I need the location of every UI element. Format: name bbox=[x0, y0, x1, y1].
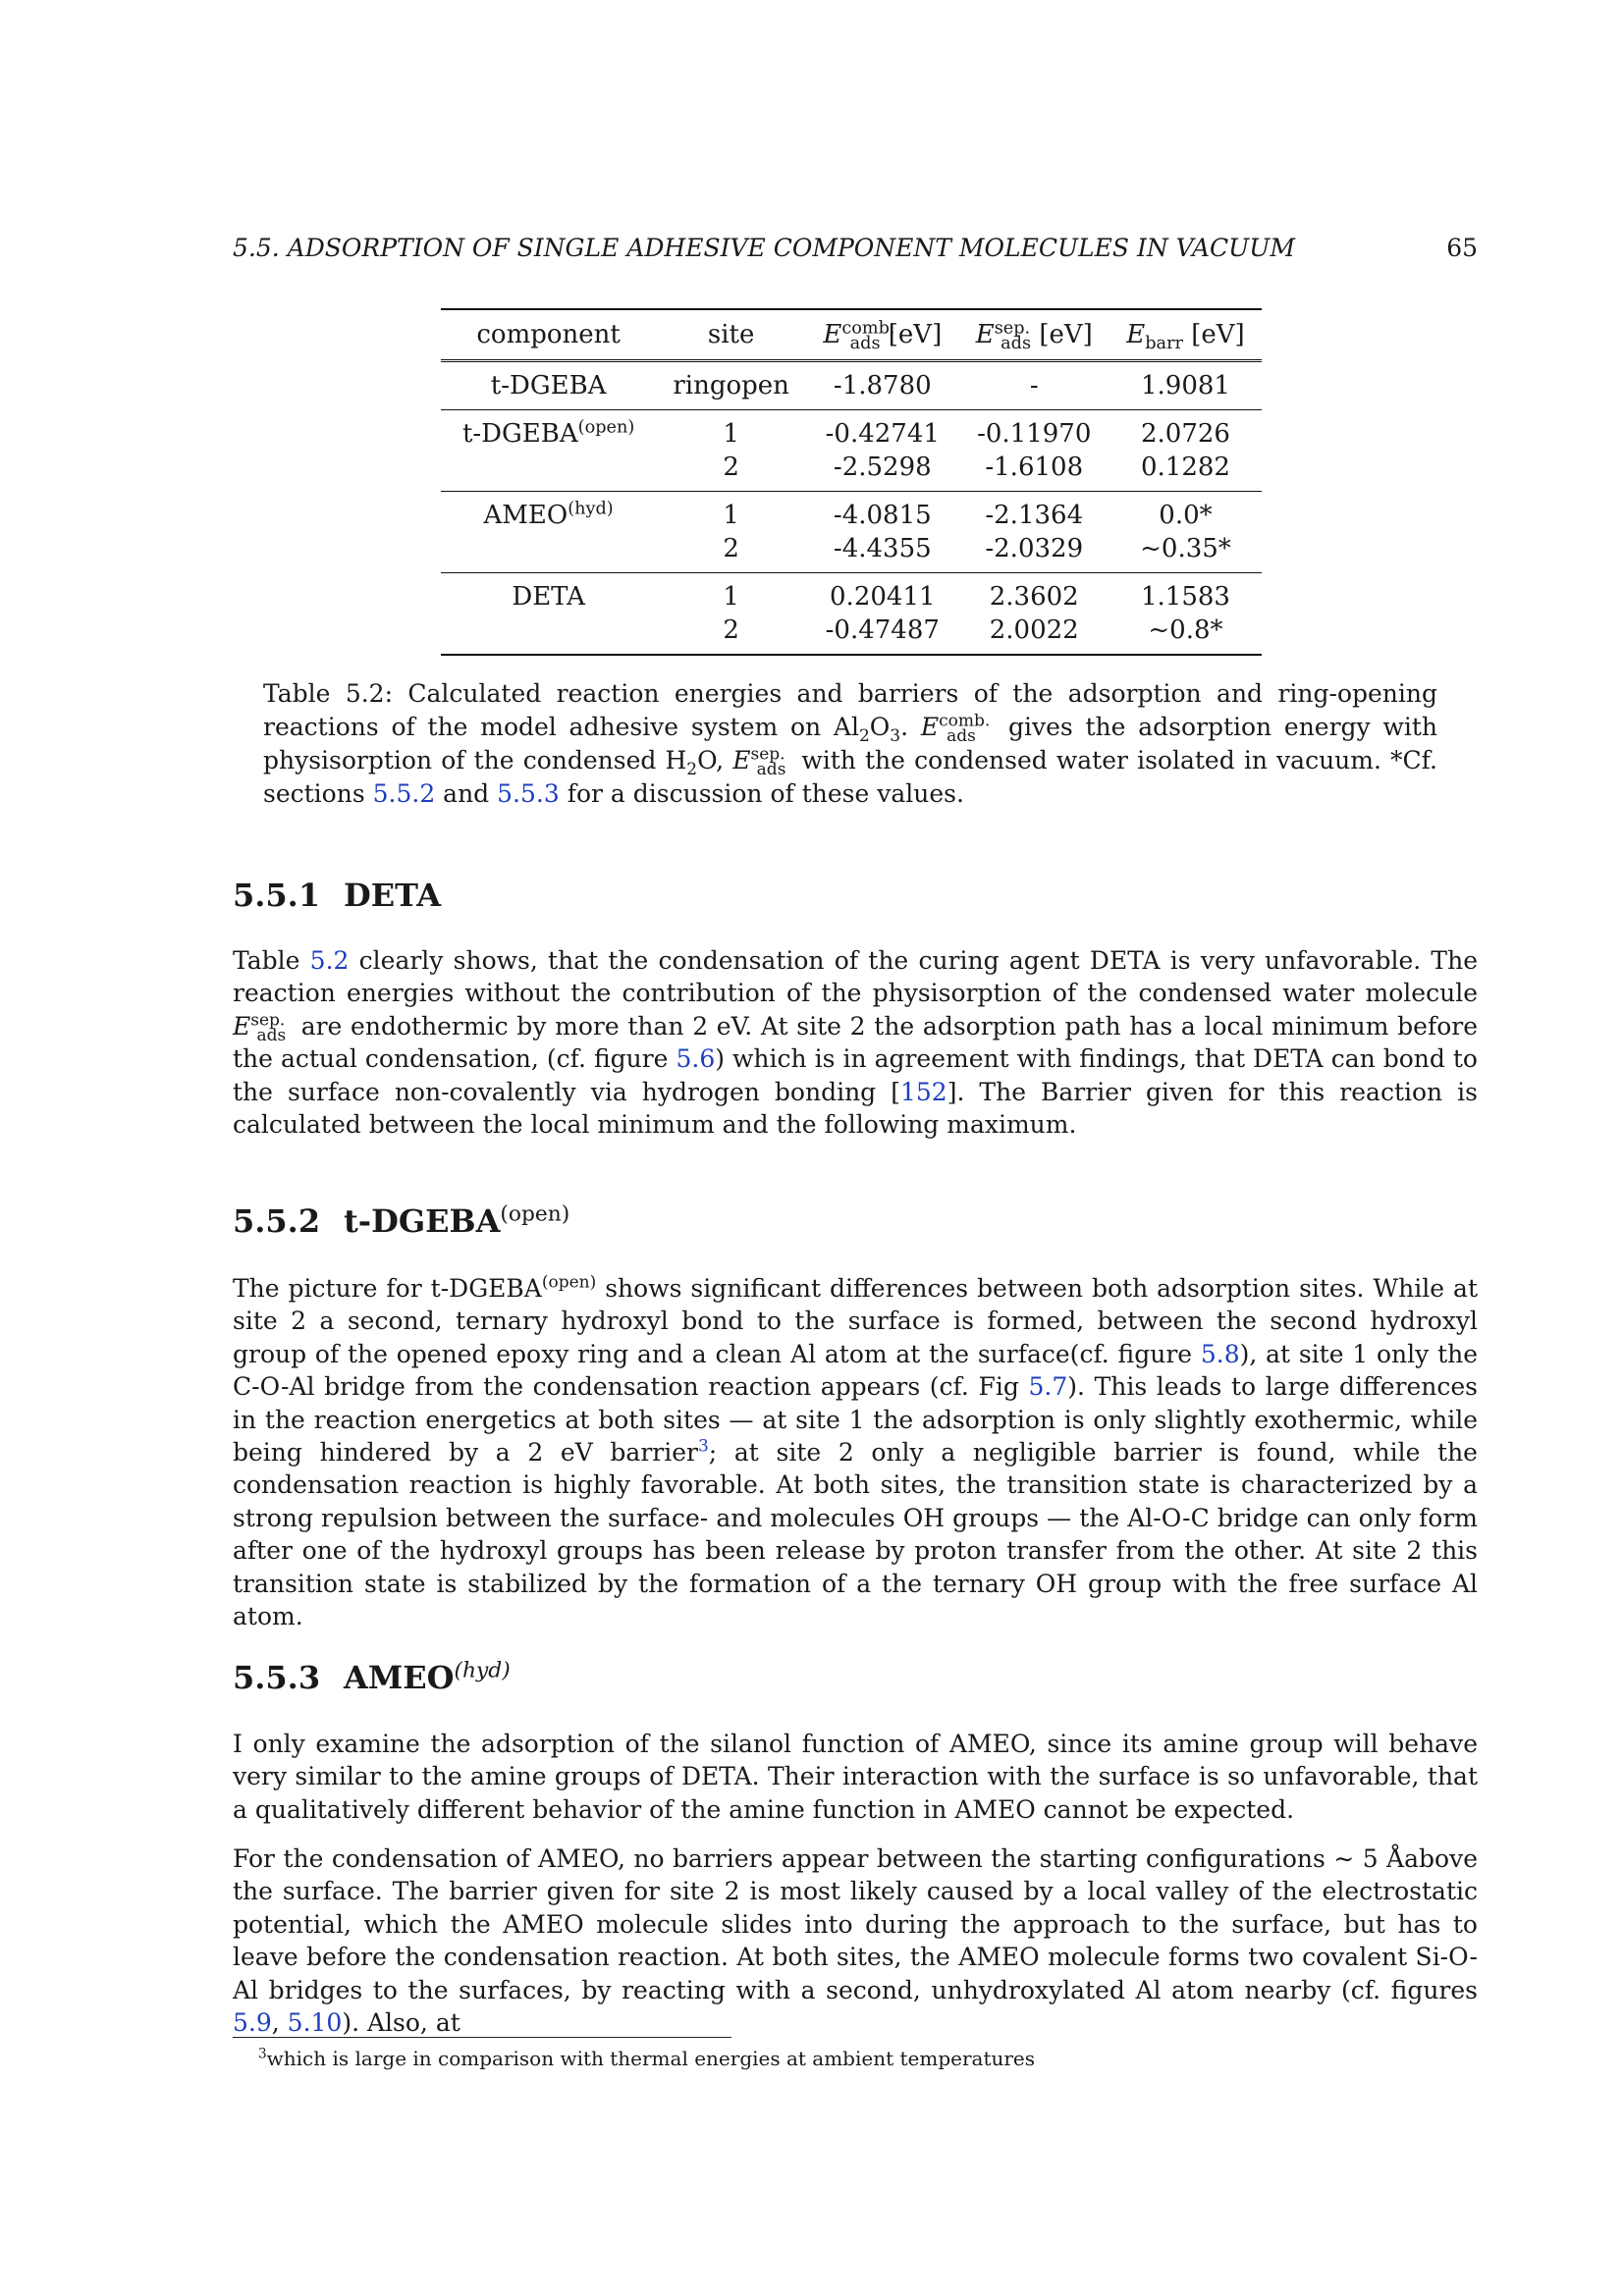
cell-component: $AMEO^{(hyd)}$ bbox=[483, 499, 614, 530]
table-row bbox=[441, 361, 1262, 410]
cell-e-sep: -0.11970 bbox=[977, 419, 1092, 449]
footnote-ref[interactable]: 3 bbox=[697, 1436, 709, 1457]
figure-ref[interactable]: 5.8 bbox=[1200, 1339, 1240, 1368]
cell-component: t-DGEBA bbox=[490, 371, 607, 400]
table-group-deta bbox=[441, 573, 1262, 656]
section-heading-deta: 5.5.1 DETA bbox=[233, 877, 442, 914]
cell-e-comb: -2.5298 bbox=[833, 453, 932, 482]
cell-component: DETA bbox=[512, 582, 585, 612]
cell-e-sep: 2.0022 bbox=[989, 615, 1079, 645]
paragraph-deta: Table 5.2 clearly shows, that the condensation of the curing agent DETA is very unfavorable. The reaction energies without the contribution of the physisorption of the condensed water molecule $E^{sep.}_{ads}$ are endothermic by more than 2 eV. At site 2 the adsorption path has a local minimum before the actual condensation, (cf. figure 5.6) which is in agreement with findings, that DETA can bond to the surface non-covalently via hydrogen bonding [152]. The Barrier given for this reaction is calculated between the local minimum and the following maximum. bbox=[233, 946, 1478, 1140]
cell-site: 1 bbox=[723, 501, 739, 530]
citation-ref[interactable]: 152 bbox=[899, 1077, 947, 1106]
table-ref[interactable]: 5.2 bbox=[309, 946, 350, 975]
cell-e-sep: -1.6108 bbox=[985, 453, 1084, 482]
cell-site: 2 bbox=[723, 615, 739, 645]
paragraph-ameo-1: I only examine the adsorption of the silanol function of AMEO, since its amine group will behave very similar to the amine groups of DETA. Their interaction with the surface is so unfavorable, that a qualitatively different behavior of the amine function in AMEO cannot be expected. bbox=[233, 1730, 1478, 1824]
cell-site: 1 bbox=[723, 582, 739, 612]
cell-e-sep: -2.1364 bbox=[985, 501, 1084, 530]
cell-e-barr: 0.0* bbox=[1159, 501, 1213, 530]
cell-e-barr: ~0.35* bbox=[1140, 534, 1231, 563]
cell-e-comb: -0.47487 bbox=[825, 615, 940, 645]
results-table bbox=[441, 308, 1262, 656]
header-title: 5.5. ADSORPTION OF SINGLE ADHESIVE COMPONENT MOLECULES IN VACUUM bbox=[233, 234, 1295, 262]
cell-site: 2 bbox=[723, 453, 739, 482]
cell-e-barr: 1.1583 bbox=[1140, 582, 1230, 612]
footnote: $^3$which is large in comparison with thermal energies at ambient temperatures bbox=[258, 2046, 1036, 2070]
paragraph-ameo-2: For the condensation of AMEO, no barriers appear between the starting configurations ∼ 5 Åabove the surface. The barrier given for site 2 is most likely caused by a local valley of the electrostatic potential, which the AMEO molecule slides into during the approach to the surface, but has to leave before the condensation reaction. At both sites, the AMEO molecule forms two covalent Si-O-Al bridges to the surfaces, by reacting with a second, unhydroxylated Al atom nearby (cf. figures 5.9, 5.10). Also, at bbox=[233, 1844, 1478, 2038]
cell-e-comb: 0.20411 bbox=[830, 582, 936, 612]
cell-e-barr: 2.0726 bbox=[1140, 419, 1230, 449]
cell-e-barr: 1.9081 bbox=[1140, 371, 1230, 400]
cell-e-comb: -1.8780 bbox=[833, 371, 932, 400]
col-header-e-comb: $E^{comb.}_{ads}$ [eV] bbox=[823, 318, 943, 354]
page-number: 65 bbox=[1446, 234, 1478, 262]
cell-e-sep: 2.3602 bbox=[989, 582, 1079, 612]
table-row bbox=[441, 573, 1262, 614]
running-header bbox=[233, 234, 1478, 273]
cell-component: $t-DGEBA^{(open)}$ bbox=[461, 417, 635, 449]
cell-site: 2 bbox=[723, 534, 739, 563]
table-group-ameo bbox=[441, 492, 1262, 573]
table-row bbox=[441, 451, 1262, 492]
section-ref-5-5-2[interactable]: 5.5.2 bbox=[372, 779, 436, 808]
col-header-e-barr: $E_{barr}$ [eV] bbox=[1126, 320, 1245, 354]
figure-ref[interactable]: 5.9 bbox=[233, 2008, 272, 2038]
figure-ref[interactable]: 5.10 bbox=[287, 2008, 343, 2038]
table-row bbox=[441, 532, 1262, 573]
section-heading-ameo: 5.5.3 $AMEO^{(hyd)}$ bbox=[233, 1658, 511, 1696]
paragraph-tdgeba: The picture for $t-DGEBA^{(open)}$ shows significant differences between both adsorption sites. While at site 2 a second, ternary hydroxyl bond to the surface is formed, between the second hydroxyl group of the opened epoxy ring and a clean Al atom at the surface(cf. figure 5.8), at site 1 only the C-O-Al bridge from the condensation reaction appears (cf. Fig 5.7). This leads to large differences in the reaction energetics at both sites — at site 1 the adsorption is only slightly exothermic, while being hindered by a 2 eV barrier$^3$; at site 2 only a negligible barrier is found, while the condensation reaction is highly favorable. At both sites, the transition state is characterized by a strong repulsion between the surface- and molecules OH groups — the Al-O-C bridge can only form after one of the hydroxyl groups has been release by proton transfer from the other. At site 2 this transition state is stabilized by the formation of a the ternary OH group with the free surface Al atom. bbox=[233, 1272, 1479, 1631]
cell-site: 1 bbox=[723, 419, 739, 449]
cell-e-barr: 0.1282 bbox=[1140, 453, 1230, 482]
col-header-site: site bbox=[707, 320, 755, 349]
col-header-e-sep: $E^{sep.}_{ads}$ [eV] bbox=[975, 318, 1093, 354]
cell-e-comb: -4.0815 bbox=[833, 501, 932, 530]
table-group-tdgeba bbox=[441, 361, 1262, 410]
table-row bbox=[441, 492, 1262, 533]
table-caption: Table 5.2: Calculated reaction energies and barriers of the adsorption and ring-opening reactions of the model adhesive system on $Al_2O_3$. $E^{comb.}_{ads}$ gives the adsorption energy with physisorption of the condensed $H_2O$, $E^{sep.}_{ads}$ with the condensed water isolated in vacuum. *Cf. sections 5.5.2 and 5.5.3 for a discussion of these values. bbox=[263, 679, 1437, 808]
cell-e-barr: ~0.8* bbox=[1148, 615, 1223, 645]
section-heading-tdgeba: 5.5.2 $t-DGEBA^{(open)}$ bbox=[233, 1201, 570, 1240]
footnote-rule bbox=[233, 2037, 731, 2038]
col-header-component: component bbox=[476, 320, 621, 349]
table-group-tdgeba-open bbox=[441, 410, 1262, 492]
cell-e-sep: -2.0329 bbox=[985, 534, 1084, 563]
figure-ref[interactable]: 5.6 bbox=[676, 1044, 716, 1074]
figure-ref[interactable]: 5.7 bbox=[1028, 1372, 1068, 1402]
cell-site: ringopen bbox=[673, 371, 789, 400]
cell-e-sep: - bbox=[1029, 371, 1039, 400]
section-ref-5-5-3[interactable]: 5.5.3 bbox=[497, 779, 560, 808]
table-row bbox=[441, 410, 1262, 452]
cell-e-comb: -0.42741 bbox=[825, 419, 940, 449]
table-row bbox=[441, 614, 1262, 655]
cell-e-comb: -4.4355 bbox=[833, 534, 932, 563]
